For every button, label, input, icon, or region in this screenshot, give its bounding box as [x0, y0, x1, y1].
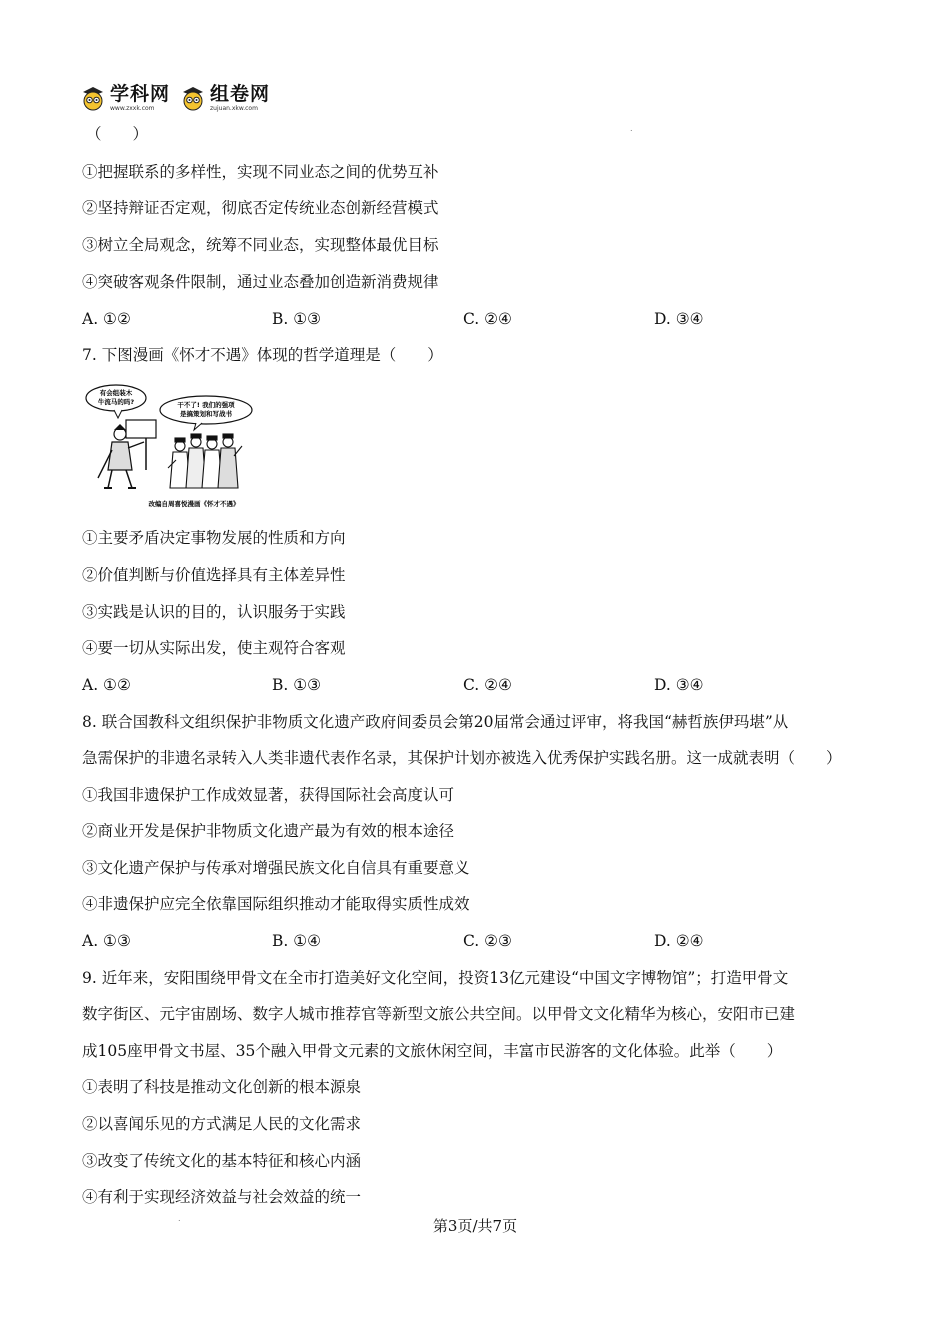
logo-url: www.zxxk.com [110, 104, 155, 112]
q8-statement-1: ①我国非遗保护工作成效显著，获得国际社会高度认可 [82, 786, 455, 804]
q8-stem-line-1: 8. 联合国教科文组织保护非物质文化遗产政府间委员会第20届常会通过评审，将我国“赫哲族伊玛堪”从 [82, 713, 789, 731]
q6-paren: （ ） [86, 125, 149, 143]
page-number: 第3页/共7页 [432, 1217, 518, 1235]
mascot-icon [80, 85, 106, 111]
q9-statement-3: ③改变了传统文化的基本特征和核心内涵 [82, 1152, 362, 1170]
q7-option-b[interactable]: B. ①③ [272, 676, 322, 694]
q8-option-b[interactable]: B. ①④ [272, 932, 322, 950]
scan-dot: . [630, 124, 633, 133]
logo-xuekewang [80, 82, 171, 112]
q9-stem-line-1: 9. 近年来，安阳围绕甲骨文在全市打造美好文化空间，投资13亿元建设“中国文字博物馆”；打造甲骨文 [82, 969, 789, 987]
left-bubble-line-1: 有会组装木 [99, 389, 133, 397]
q8-option-c[interactable]: C. ②③ [463, 932, 512, 950]
header-logos [80, 80, 270, 116]
q8-statement-3: ③文化遗产保护与传承对增强民族文化自信具有重要意义 [82, 859, 470, 877]
q6-statement-2: ②坚持辩证否定观，彻底否定传统业态创新经营模式 [82, 199, 439, 217]
q8-stem-line-2: 急需保护的非遗名录转入人类非遗代表作名录，其保护计划亦被选入优秀保护实践名册。这一成就表明（ ） [82, 749, 842, 767]
q7-cartoon [84, 384, 262, 512]
q6-statement-3: ③树立全局观念，统筹不同业态，实现整体最优目标 [82, 236, 439, 254]
right-bubble-line-2: 是搞策划和写战书 [180, 410, 232, 418]
q9-statement-2: ②以喜闻乐见的方式满足人民的文化需求 [82, 1115, 362, 1133]
logo-name: 学科网 [110, 82, 171, 105]
cartoon-caption: 改编自周喜悦漫画《怀才不遇》 [148, 500, 240, 508]
q6-option-b[interactable]: B. ①③ [272, 310, 322, 328]
scan-dot: . [178, 1214, 181, 1223]
left-bubble-line-2: 牛流马的吗? [97, 398, 135, 406]
logo-name: 组卷网 [210, 82, 271, 105]
q6-option-d[interactable]: D. ③④ [654, 310, 704, 328]
q8-option-d[interactable]: D. ②④ [654, 932, 704, 950]
q6-option-c[interactable]: C. ②④ [463, 310, 512, 328]
q7-option-c[interactable]: C. ②④ [463, 676, 512, 694]
q9-statement-1: ①表明了科技是推动文化创新的根本源泉 [82, 1078, 362, 1096]
q9-stem-line-2: 数字街区、元宇宙剧场、数字人城市推荐官等新型文旅公共空间。以甲骨文文化精华为核心，安阳市已建 [82, 1005, 796, 1023]
q8-option-a[interactable]: A. ①③ [82, 932, 131, 950]
logo-url: zujuan.xkw.com [210, 104, 258, 112]
q7-statement-4: ④要一切从实际出发，使主观符合客观 [82, 639, 346, 657]
q7-stem: 7. 下图漫画《怀才不遇》体现的哲学道理是（ ） [82, 346, 443, 364]
logo-zujuanwang [180, 82, 271, 112]
q8-statement-4: ④非遗保护应完全依靠国际组织推动才能取得实质性成效 [82, 895, 470, 913]
q7-statement-2: ②价值判断与价值选择具有主体差异性 [82, 566, 346, 584]
q7-option-a[interactable]: A. ①② [82, 676, 131, 694]
q9-stem-line-3: 成105座甲骨文书屋、35个融入甲骨文元素的文旅休闲空间，丰富市民游客的文化体验。此举（ ） [82, 1042, 783, 1060]
q6-option-a[interactable]: A. ①② [82, 310, 131, 328]
q6-statement-4: ④突破客观条件限制，通过业态叠加创造新消费规律 [82, 273, 439, 291]
q6-statement-1: ①把握联系的多样性，实现不同业态之间的优势互补 [82, 163, 439, 181]
right-bubble-line-1: 干不了! 我们的强项 [177, 401, 235, 409]
q9-statement-4: ④有利于实现经济效益与社会效益的统一 [82, 1188, 362, 1206]
mascot-icon [180, 85, 206, 111]
q7-statement-1: ①主要矛盾决定事物发展的性质和方向 [82, 529, 346, 547]
q8-statement-2: ②商业开发是保护非物质文化遗产最为有效的根本途径 [82, 822, 455, 840]
q7-option-d[interactable]: D. ③④ [654, 676, 704, 694]
q7-statement-3: ③实践是认识的目的，认识服务于实践 [82, 603, 346, 621]
